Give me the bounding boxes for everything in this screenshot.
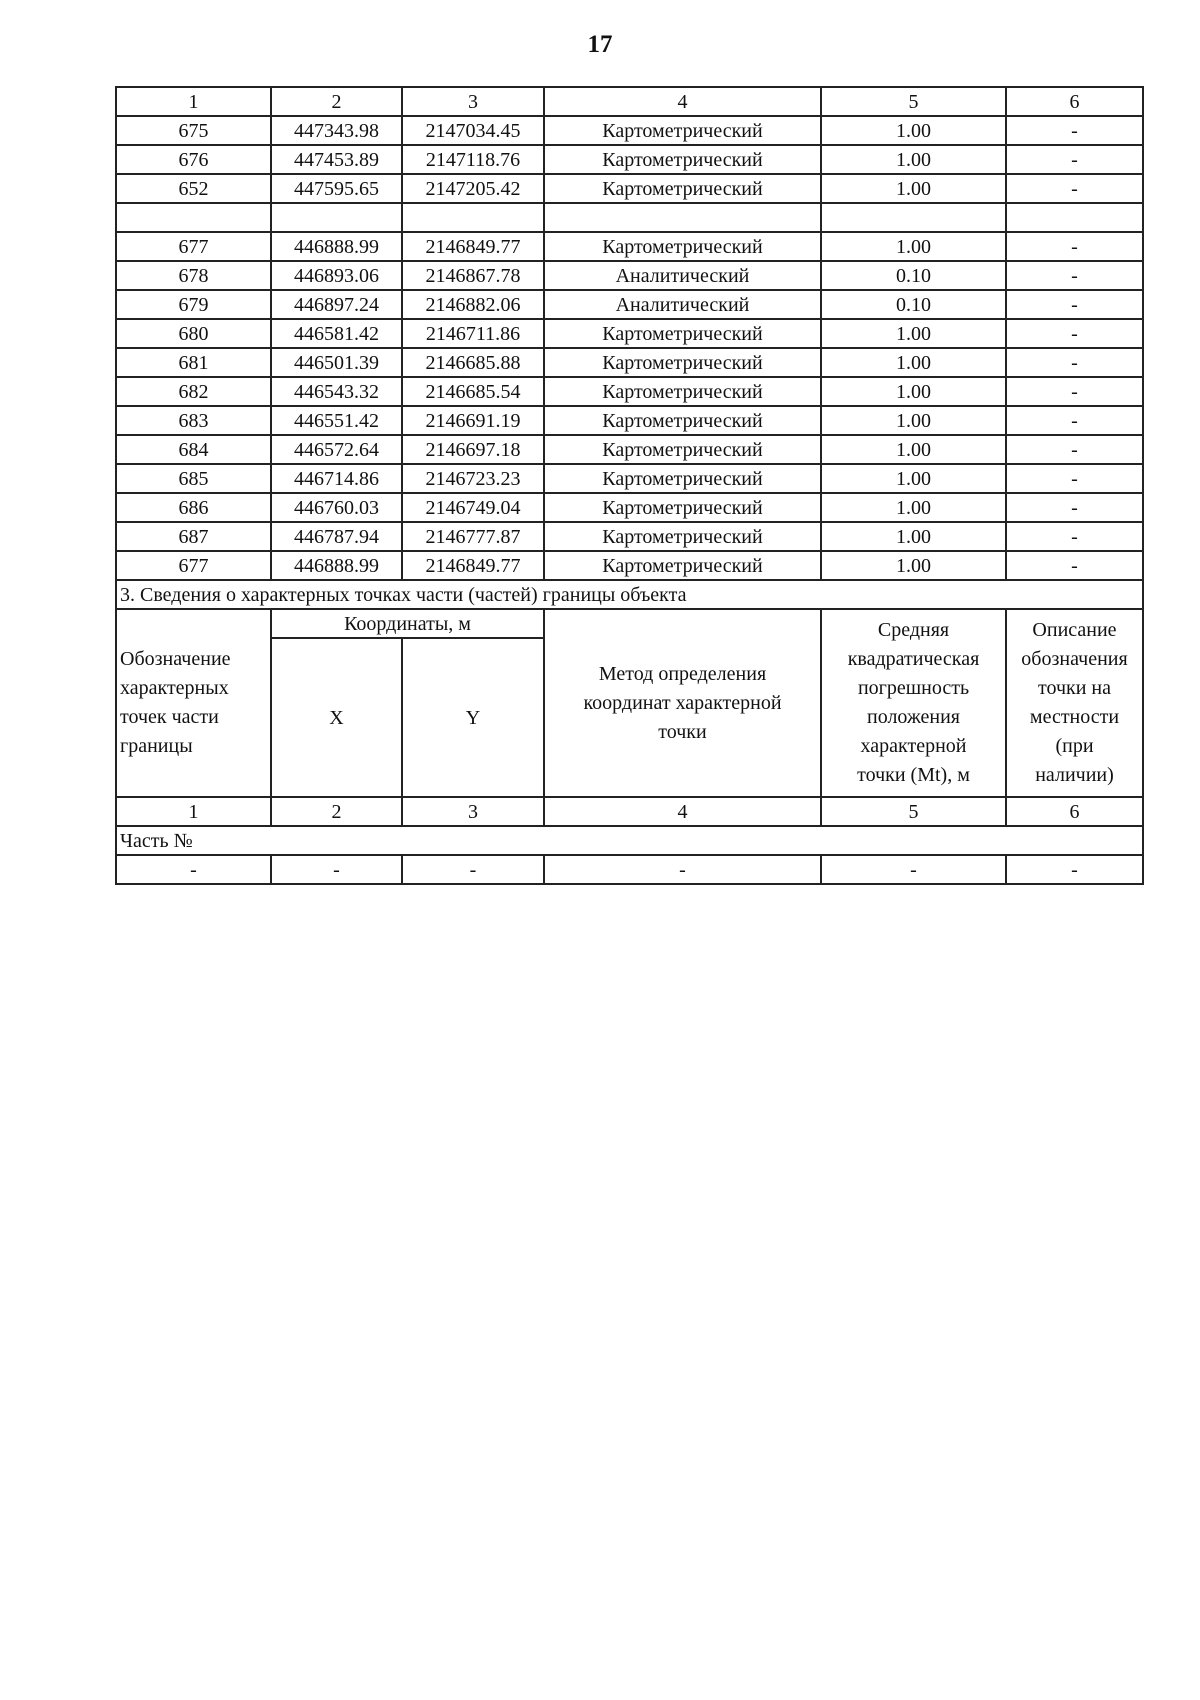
point-cell: 652: [116, 174, 271, 203]
section-title-row: [116, 580, 1143, 609]
method-cell: Картометрический: [544, 493, 821, 522]
x-cell: 446501.39: [271, 348, 402, 377]
y-cell: 2146882.06: [402, 290, 544, 319]
header-line: точки (Mt), м: [857, 764, 970, 786]
y-cell: 2147034.45: [402, 116, 544, 145]
method-cell: Аналитический: [544, 290, 821, 319]
y-header: Y: [402, 638, 544, 797]
accuracy-cell: 1.00: [821, 174, 1006, 203]
point-cell: 681: [116, 348, 271, 377]
description-cell: -: [1006, 464, 1143, 493]
part-row: [116, 826, 1143, 855]
x-cell: 446581.42: [271, 319, 402, 348]
table-row: [116, 145, 1143, 174]
column-number: 2: [271, 87, 402, 116]
y-cell: 2146691.19: [402, 406, 544, 435]
header-line: Метод определения: [598, 662, 767, 685]
header-line: Средняя: [877, 619, 950, 641]
x-cell: 446760.03: [271, 493, 402, 522]
coordinates-header: Координаты, м: [271, 609, 544, 638]
point-cell: 677: [116, 232, 271, 261]
accuracy-cell: 1.00: [821, 493, 1006, 522]
method-header: [544, 609, 821, 797]
y-cell: 2146723.23: [402, 464, 544, 493]
table-row: [116, 522, 1143, 551]
empty-cell: [116, 203, 271, 232]
y-cell: 2146849.77: [402, 551, 544, 580]
description-cell: -: [1006, 319, 1143, 348]
header-line: границы: [120, 735, 193, 757]
description-cell: -: [1006, 522, 1143, 551]
method-cell: Картометрический: [544, 464, 821, 493]
coordinates-table: [115, 86, 1144, 885]
table-row: [116, 377, 1143, 406]
method-cell: Картометрический: [544, 435, 821, 464]
method-cell: Картометрический: [544, 174, 821, 203]
section3-header-row: [116, 609, 1143, 638]
header-line: характерной: [860, 735, 967, 757]
accuracy-cell: 1.00: [821, 464, 1006, 493]
x-cell: 446897.24: [271, 290, 402, 319]
column-number: 5: [821, 797, 1006, 826]
header-line: наличии): [1035, 764, 1114, 786]
header-line: точек части: [120, 706, 219, 728]
y-cell: 2147205.42: [402, 174, 544, 203]
accuracy-cell: 1.00: [821, 406, 1006, 435]
x-cell: 446543.32: [271, 377, 402, 406]
y-cell: 2146685.88: [402, 348, 544, 377]
accuracy-cell: 1.00: [821, 435, 1006, 464]
y-cell: 2146849.77: [402, 232, 544, 261]
description-cell: -: [1006, 377, 1143, 406]
header-line: Описание: [1032, 619, 1117, 641]
point-cell: 677: [116, 551, 271, 580]
accuracy-cell: 1.00: [821, 319, 1006, 348]
table-row: [116, 348, 1143, 377]
accuracy-cell: 1.00: [821, 145, 1006, 174]
method-cell: Картометрический: [544, 116, 821, 145]
header-line: точки на: [1037, 677, 1112, 699]
accuracy-cell: 1.00: [821, 551, 1006, 580]
column-number: 1: [116, 797, 271, 826]
table-row: [116, 232, 1143, 261]
description-cell: -: [1006, 290, 1143, 319]
accuracy-cell: 1.00: [821, 232, 1006, 261]
x-cell: 447453.89: [271, 145, 402, 174]
point-cell: 682: [116, 377, 271, 406]
method-cell: Картометрический: [544, 319, 821, 348]
column-number: 1: [116, 87, 271, 116]
x-cell: 446714.86: [271, 464, 402, 493]
description-cell: -: [1006, 174, 1143, 203]
dash-cell: -: [116, 855, 271, 884]
y-cell: 2146749.04: [402, 493, 544, 522]
point-cell: 684: [116, 435, 271, 464]
description-cell: -: [1006, 116, 1143, 145]
column-number: 4: [544, 797, 821, 826]
point-cell: 675: [116, 116, 271, 145]
accuracy-cell: 1.00: [821, 522, 1006, 551]
x-cell: 446888.99: [271, 551, 402, 580]
x-header: X: [271, 638, 402, 797]
column-number: 2: [271, 797, 402, 826]
point-cell: 679: [116, 290, 271, 319]
x-cell: 446551.42: [271, 406, 402, 435]
column-number: 3: [402, 87, 544, 116]
y-cell: 2146711.86: [402, 319, 544, 348]
point-designation-header: [116, 609, 271, 797]
empty-cell: [821, 203, 1006, 232]
point-cell: 676: [116, 145, 271, 174]
y-cell: 2147118.76: [402, 145, 544, 174]
accuracy-header: [821, 609, 1006, 797]
header-line: координат характерной: [583, 691, 782, 714]
table-row: [116, 261, 1143, 290]
part-label: Часть №: [116, 826, 1143, 855]
header-line: положения: [867, 706, 960, 728]
x-cell: 446572.64: [271, 435, 402, 464]
header-line: Обозначение: [120, 648, 231, 670]
header-line: погрешность: [857, 677, 970, 699]
accuracy-cell: 0.10: [821, 261, 1006, 290]
header-line: квадратическая: [847, 648, 980, 670]
table-row: [116, 551, 1143, 580]
page-number: 17: [587, 31, 613, 58]
y-cell: 2146867.78: [402, 261, 544, 290]
point-cell: 685: [116, 464, 271, 493]
point-cell: 683: [116, 406, 271, 435]
empty-cell: [271, 203, 402, 232]
y-cell: 2146777.87: [402, 522, 544, 551]
description-cell: -: [1006, 493, 1143, 522]
description-cell: -: [1006, 406, 1143, 435]
dash-cell: -: [271, 855, 402, 884]
header-line: местности: [1029, 706, 1120, 728]
method-cell: Картометрический: [544, 232, 821, 261]
table-body: [116, 87, 1143, 884]
method-cell: Картометрический: [544, 348, 821, 377]
accuracy-cell: 1.00: [821, 377, 1006, 406]
x-cell: 446888.99: [271, 232, 402, 261]
header-line: (при: [1055, 735, 1094, 757]
dash-cell: -: [821, 855, 1006, 884]
dash-cell: -: [1006, 855, 1143, 884]
table-row: [116, 435, 1143, 464]
x-cell: 447343.98: [271, 116, 402, 145]
point-cell: 680: [116, 319, 271, 348]
accuracy-cell: 0.10: [821, 290, 1006, 319]
point-cell: 687: [116, 522, 271, 551]
x-cell: 447595.65: [271, 174, 402, 203]
description-cell: -: [1006, 551, 1143, 580]
empty-cell: [544, 203, 821, 232]
accuracy-cell: 1.00: [821, 116, 1006, 145]
header-line: характерных: [120, 677, 229, 699]
point-cell: 686: [116, 493, 271, 522]
table-row: [116, 290, 1143, 319]
method-cell: Картометрический: [544, 551, 821, 580]
column-number-row: [116, 87, 1143, 116]
method-cell: Картометрический: [544, 406, 821, 435]
y-cell: 2146697.18: [402, 435, 544, 464]
section-title: 3. Сведения о характерных точках части (частей) границы объекта: [116, 580, 1143, 609]
description-cell: -: [1006, 435, 1143, 464]
column-number: 6: [1006, 87, 1143, 116]
table-row: [116, 406, 1143, 435]
x-cell: 446787.94: [271, 522, 402, 551]
column-number: 3: [402, 797, 544, 826]
column-number: 4: [544, 87, 821, 116]
accuracy-cell: 1.00: [821, 348, 1006, 377]
empty-cell: [402, 203, 544, 232]
point-cell: 678: [116, 261, 271, 290]
table-row: [116, 174, 1143, 203]
method-cell: Аналитический: [544, 261, 821, 290]
empty-separator-row: [116, 203, 1143, 232]
description-cell: -: [1006, 348, 1143, 377]
header-line: точки: [658, 720, 707, 743]
description-cell: -: [1006, 261, 1143, 290]
table-row: [116, 855, 1143, 884]
x-cell: 446893.06: [271, 261, 402, 290]
table-row: [116, 464, 1143, 493]
method-cell: Картометрический: [544, 145, 821, 174]
column-number-row: [116, 797, 1143, 826]
empty-cell: [1006, 203, 1143, 232]
description-cell: -: [1006, 145, 1143, 174]
description-cell: -: [1006, 232, 1143, 261]
dash-cell: -: [544, 855, 821, 884]
table-row: [116, 493, 1143, 522]
header-line: обозначения: [1021, 648, 1128, 670]
description-header: [1006, 609, 1143, 797]
dash-cell: -: [402, 855, 544, 884]
method-cell: Картометрический: [544, 377, 821, 406]
table-row: [116, 116, 1143, 145]
column-number: 5: [821, 87, 1006, 116]
y-cell: 2146685.54: [402, 377, 544, 406]
column-number: 6: [1006, 797, 1143, 826]
method-cell: Картометрический: [544, 522, 821, 551]
table-row: [116, 319, 1143, 348]
